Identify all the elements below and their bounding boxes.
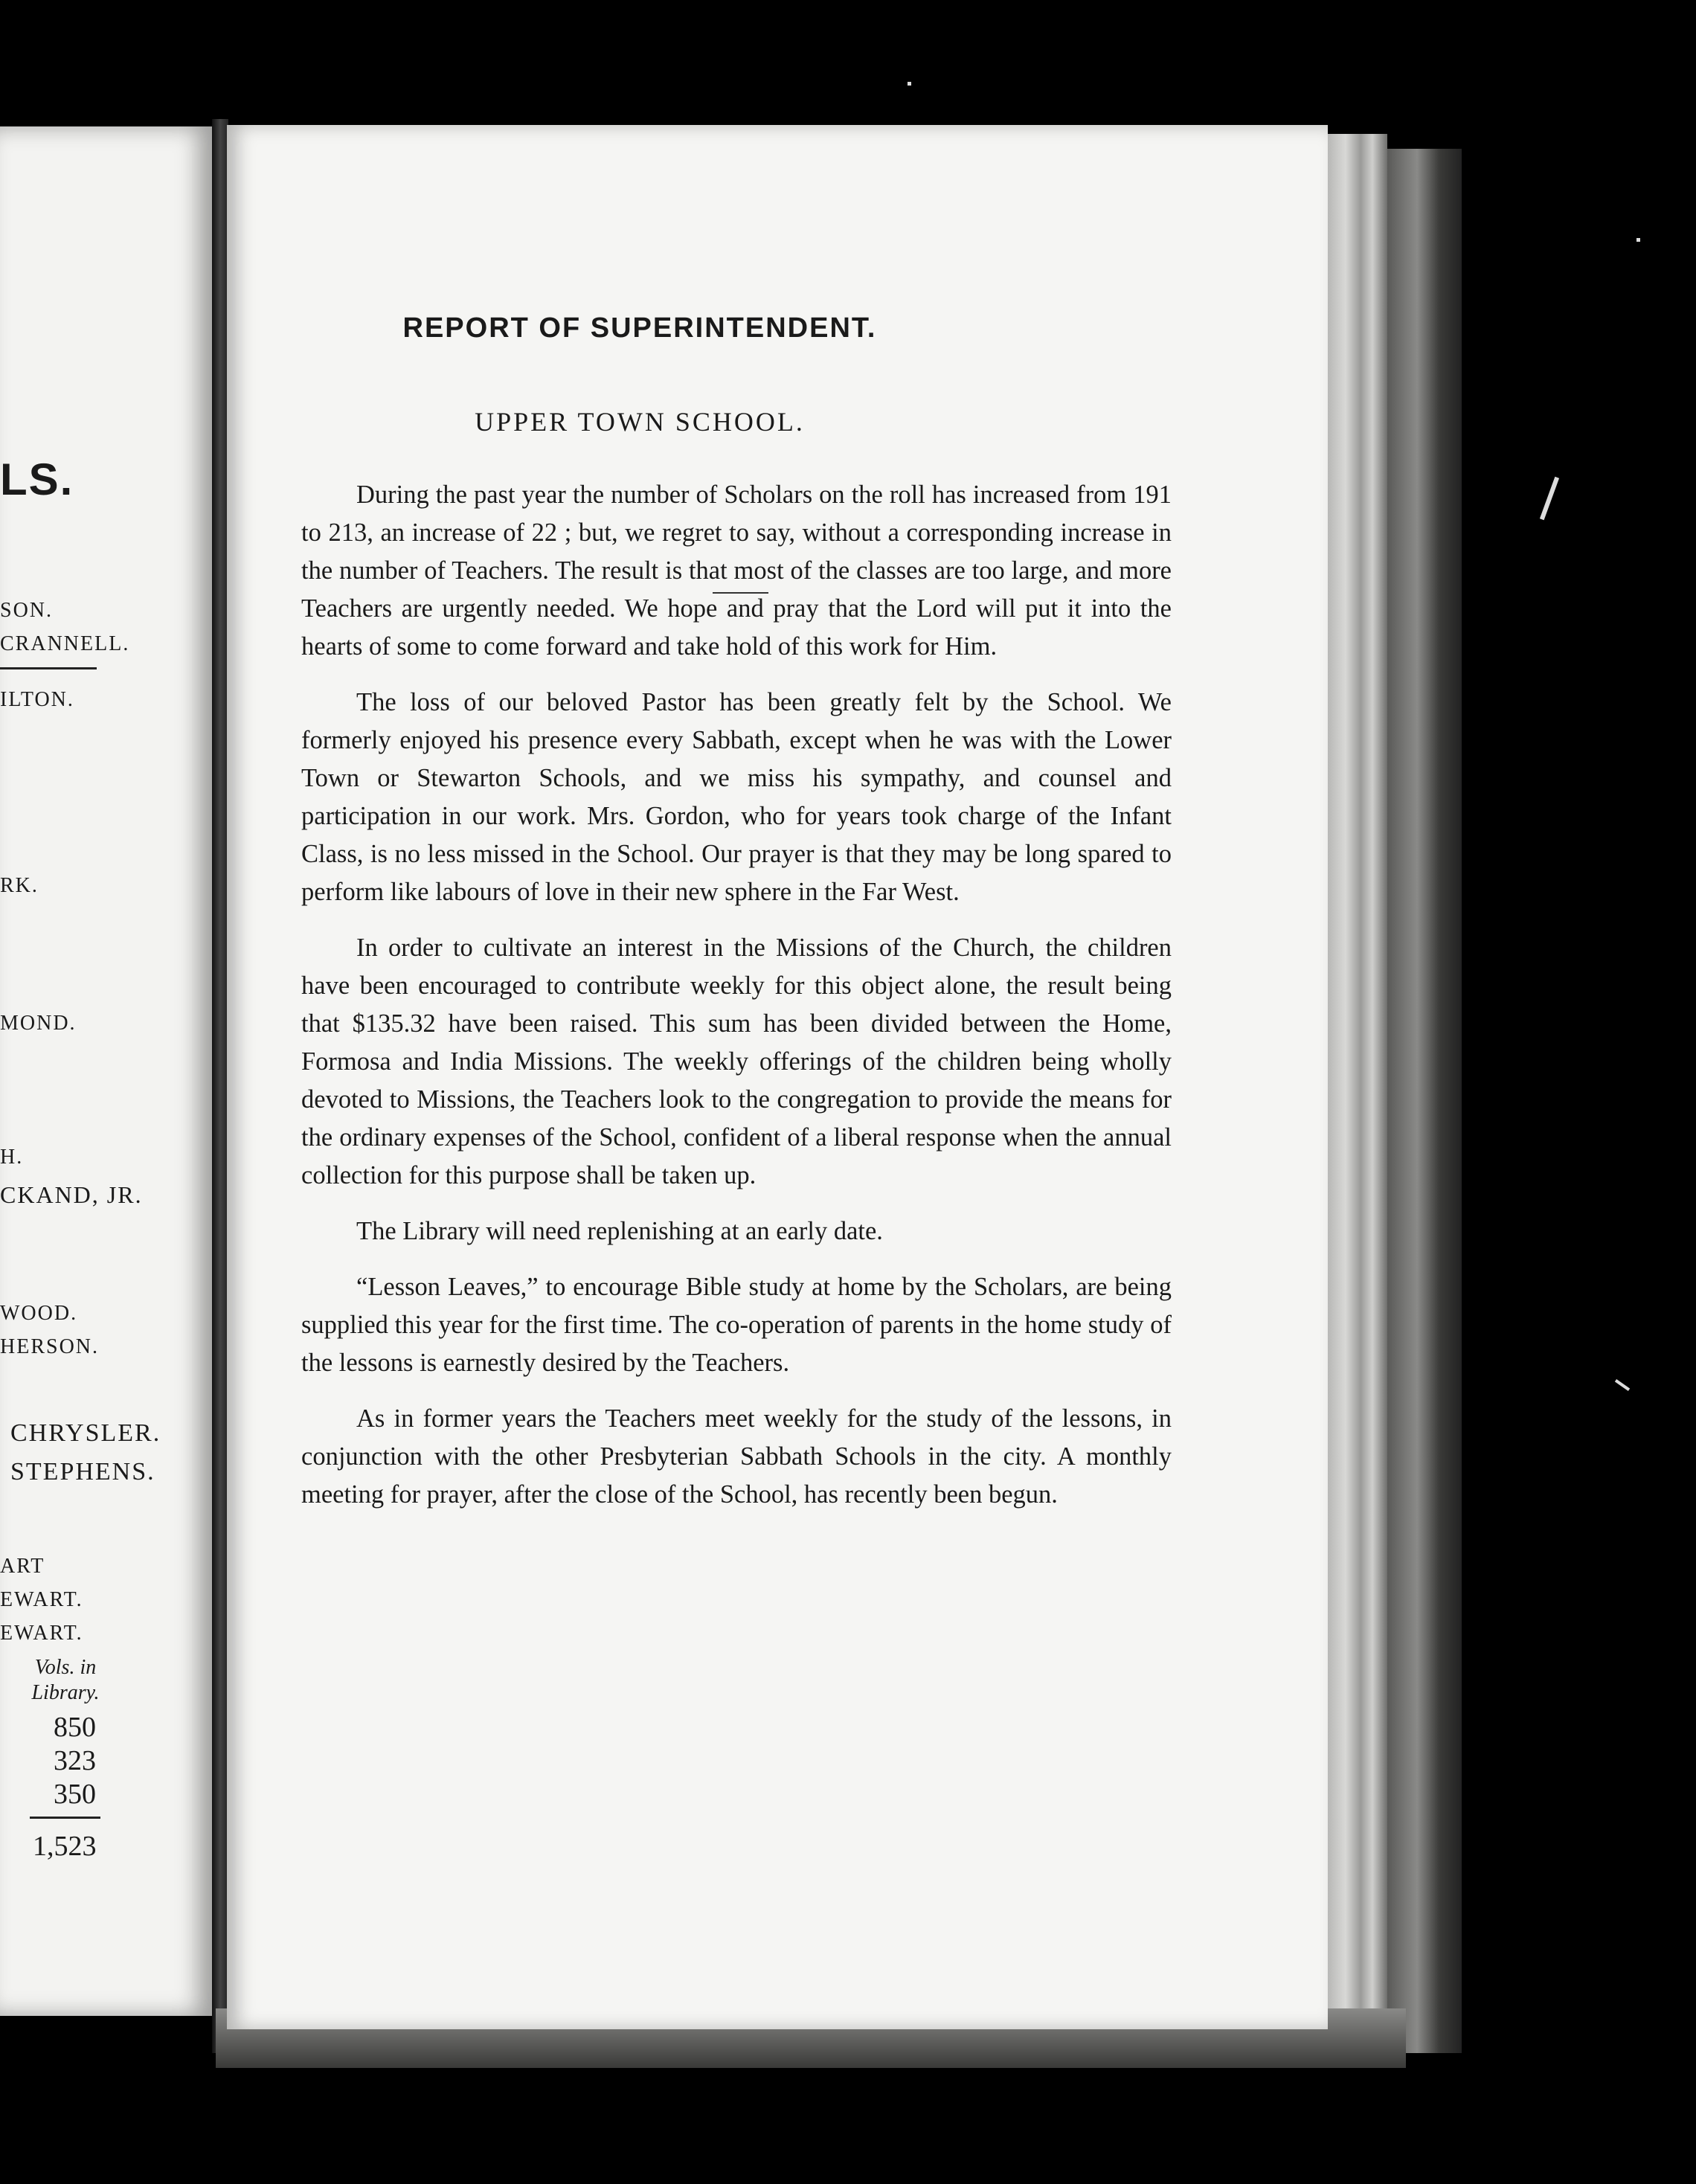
left-name: SON. [0, 599, 54, 622]
left-name: RK. [0, 874, 39, 897]
book-cover-edge [1387, 149, 1462, 2053]
paragraph: The loss of our beloved Pastor has been greatly felt by the School. We formerly enjoyed his presence every Sabbath, except when he was with the Lower Town or Stewarton Schools, and we miss his sympathy, and counsel and participation in our work. Mrs. Gordon, who for years took charge of the Infant Class, is no less missed in the School. Our prayer is that they may be long spared to perform like labours of love in their new sphere in the Far West. [301, 688, 1172, 906]
left-name: CRANNELL. [0, 632, 130, 655]
school-title: UPPER TOWN SCHOOL. [475, 407, 805, 437]
volume-count: 850 [54, 1712, 96, 1743]
volume-total: 1,523 [33, 1831, 97, 1862]
dust-speck [1615, 1379, 1630, 1391]
left-name: EWART. [0, 1588, 83, 1611]
left-rule [0, 667, 97, 669]
volume-count: 350 [54, 1779, 96, 1810]
left-name: ART [0, 1555, 45, 1578]
report-body [301, 476, 1172, 1532]
paragraph: During the past year the number of Scholars on the roll has increased from 191 to 213, an increase of 22 ; but, we regret to say, without a corresponding increase in the number of Teachers. The result is that most of the classes are too large, and more Teachers are urgently needed. We hope and pray that the Lord will put it into the hearts of some to come forward and take hold of this work for Him. [301, 481, 1172, 661]
dust-speck [1636, 238, 1640, 242]
left-name: STEPHENS. [10, 1458, 155, 1486]
left-name: WOOD. [0, 1302, 78, 1325]
volume-count: 323 [54, 1745, 96, 1776]
paragraph: In order to cultivate an interest in the Missions of the Church, the children have been encouraged to contribute weekly for this object alone, the result being that $135.32 have been raised. This sum has been divided between the Home, Formosa and India Missions. The weekly offerings of the children being wholly devoted to Missions, the Teachers look to the congregation to provide the means for the ordinary expenses of the School, confident of a liberal response when the annual collection for this purpose shall be taken up. [301, 934, 1172, 1189]
dust-speck [908, 82, 911, 86]
left-page [0, 126, 212, 2016]
left-name: HERSON. [0, 1335, 100, 1358]
left-name: CHRYSLER. [10, 1419, 161, 1447]
left-page-heading: LS. [0, 455, 74, 504]
dust-speck [1540, 477, 1559, 520]
report-title: REPORT OF SUPERINTENDENT. [402, 312, 877, 344]
left-name: H. [0, 1146, 24, 1169]
left-name: CKAND, JR. [0, 1181, 143, 1208]
left-name: MOND. [0, 1012, 77, 1035]
paragraph: “Lesson Leaves,” to encourage Bible study at home by the Scholars, are being supplied this year for the first time. The co-operation of parents in the home study of the lessons is earnestly desired by the Teachers. [301, 1273, 1172, 1377]
page-edges [1328, 134, 1387, 2053]
paragraph: As in former years the Teachers meet weekly for the study of the lessons, in conjunction with the other Presbyterian Sabbath Schools in the city. A monthly meeting for prayer, after the close of the School, has recently been begun. [301, 1404, 1172, 1509]
left-name: ILTON. [0, 688, 74, 711]
paragraph: The Library will need replenishing at an early date. [356, 1217, 883, 1245]
left-name: EWART. [0, 1622, 83, 1645]
vols-in-library-label: Vols. in Library. [31, 1656, 100, 1704]
total-rule [30, 1817, 100, 1819]
